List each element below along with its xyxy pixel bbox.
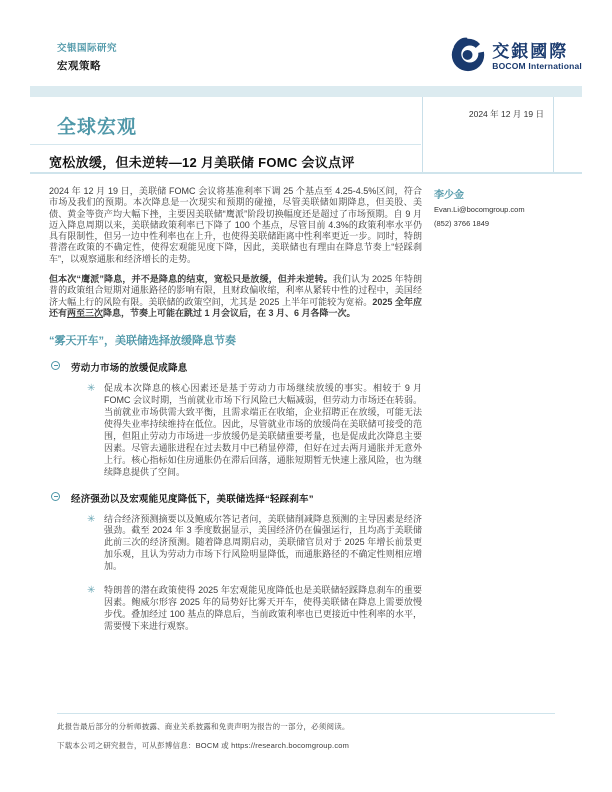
analyst-name: 李少金 [434,190,464,201]
paragraph-outlook [49,274,422,319]
analyst-column [434,186,582,645]
outlook-tail-underlined: 两至三次 [67,307,104,318]
list-item [49,514,422,574]
bullet-text: 特朗普的潜在政策使得 2025 年宏观能见度降低也是美联储轻踩降息刹车的重要因素。鲍威尔形容 2025 年的局势好比雾天开车，使得美联储在降息上需要放慢步伐。叠加经过 100 基点的降息后，当前政策利率也已更接近中性利率的水平，需要慢下来进行观察。 [104,585,422,631]
header-left [57,40,117,73]
title-block [30,97,582,174]
bullet-text: 促成本次降息的核心因素还是基于劳动力市场继续放缓的事实。相较于 9 月 FOMC 会议时期，当前就业市场下行风险已大幅减弱，但劳动力市场还在转弱。当前就业市场供需大致平衡，且需求端正在收缩，企业招聘正在放缓，可能无法使得失业率持续维持在低位。因此，尽管就业市场的放缓尚在美联储可接受的范围，但阻止劳动力市场进一步放缓仍是美联储重要考量，也是促成此次降息主要因素。尽管去通胀进程在过去数月中已稍显停滞，但好在过去两月通胀并无意外上行。核心指标如住房通胀仍在滞后回落，通胀短期暂无快速上涨风险，也为继续降息提供了空间。 [104,383,422,477]
outlook-bold-lead: 但本次“鹰派”降息，并不是降息的结束，宽松只是放缓，但并未逆转。 [49,274,333,285]
bullet-text: 结合经济预测摘要以及鲍威尔答记者问，美联储削减降息预测的主导因素是经济强劲。截至 2024 年 3 季度数据显示，美国经济仍在偏强运行，且均高于美联储此前三次的经济预测。随着降息周期启动，美联储官员对于 2025 年增长前景更加乐观，且认为劳动力市场下行风险明显降低，而通胀路径的不确定性则相应增加。 [104,513,422,572]
analyst-email-link[interactable]: Evan.Li@bocomgroup.com [434,205,525,214]
bocom-logo-text [492,43,582,71]
section-subtitle: “雾天开车”，美联储选择放缓降息节奏 [49,335,236,348]
outlook-tail-pre: 2025 全年应还有 [49,296,422,318]
research-site-link[interactable]: https://research.bocomgroup.com [231,741,350,750]
asterisk-bullet-icon: ✳ [87,383,96,395]
paragraph-summary: 2024 年 12 月 19 日，美联储 FOMC 会议将基准利率下调 25 个基点至 4.25-4.5%区间，符合市场及我们的预期。本次降息是一次现实和预期的碰撞，尽管美联储如期降息，但美股、美债、黄金等资产均大幅下挫，主要因美联储“鹰派”阶段切换幅度还是超过了市场预期。自 9 月迈入降息周期以来，美联储政策利率已下降了 100 个基点，尽管目前 4.3%的政策利率水平仍具有限制性，但另一边中性利率也在上升，也使得美联储距离中性利率更近一步。同时，特朗普潜在政策的不确定性，使得宏观能见度下降，因此，美联储也有理由在降息节奏上“轻踩刹车”，以观察通胀和经济增长的走势。 [49,186,422,264]
page-footer [57,713,555,759]
asterisk-bullet-icon: ✳ [87,513,96,525]
circle-minus-icon [51,361,60,370]
section-heading: 劳动力市场的放缓促成降息 [71,363,188,375]
report-title: 宽松放缓，但未逆转—12 月美联储 FOMC 会议点评 [49,155,355,170]
report-section-title: 全球宏观 [57,117,138,138]
footer-divider [57,713,555,714]
logo-english-name: BOCOM International [492,60,582,71]
logo-chinese-name: 交銀國際 [492,41,569,61]
list-item [49,585,422,633]
section-heading: 经济强劲以及宏观能见度降低下，美联储选择“轻踩刹车” [71,493,314,505]
section-divider [30,144,421,145]
body-column [49,186,422,645]
footer-download-prefix: 下载本公司之研究报告，可从彭博信息：BOCM 或 [57,741,232,750]
footer-download-note [57,740,555,751]
main-content [30,186,582,645]
section-economy-strength [49,491,422,505]
asterisk-bullet-icon: ✳ [87,585,96,597]
header-accent-band [30,86,582,97]
report-category-label: 宏观策略 [57,60,101,72]
research-division-label: 交银国际研究 [57,43,118,54]
bocom-logo-icon [450,36,486,77]
outlook-tail-post: 降息，节奏上可能在跳过 1 月会议后，在 3 月、6 月各降一次。 [103,307,356,318]
report-date-box [422,97,554,172]
page-header [30,40,582,77]
list-item [49,383,422,478]
analyst-phone: (852) 3766 1849 [434,219,490,228]
footer-disclosure-note: 此报告最后部分的分析师披露、商业关系披露和免责声明为报告的一部分，必须阅读。 [57,722,350,731]
section-labor-market [49,360,422,374]
circle-minus-icon [51,492,60,501]
outlook-body: 我们认为 2025 年特朗普的政策组合短期对通胀路径的影响有限，且财政偏收缩，利率从紧转中性的过程中，美国经济大幅上行的风险有限。美联储的政策空间，尤其是 2025 上半年可能较为宽裕。 [49,274,422,307]
bocom-logo [450,36,582,77]
report-date: 2024 年 12 月 19 日 [468,109,544,119]
